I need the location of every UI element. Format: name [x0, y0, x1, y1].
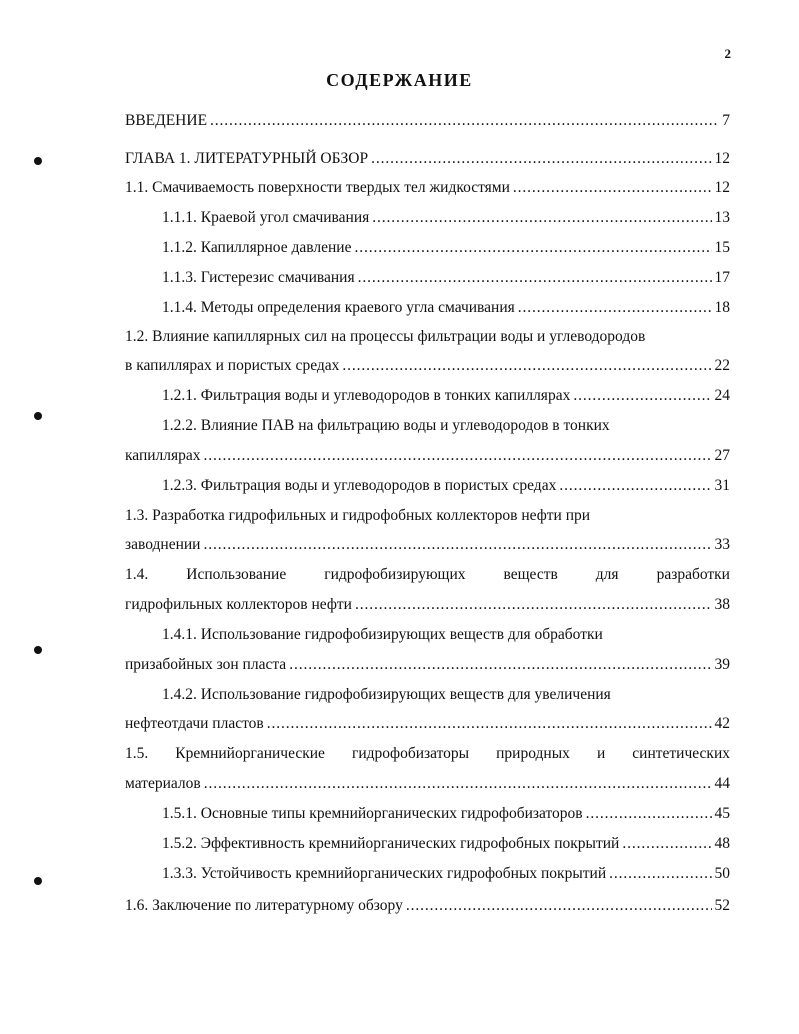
dot-leader [586, 803, 712, 825]
dot-leader [513, 177, 712, 199]
toc-entry-1-5-2[interactable]: 1.5.2. Эффективность кремнийорганических гидрофобных покрытий . . . 48 [162, 833, 730, 855]
toc-entry-1-1-2[interactable]: 1.1.2. Капиллярное давление . . . 15 [162, 237, 730, 259]
dot-leader [609, 863, 711, 885]
dot-leader [358, 267, 712, 289]
toc-entry-1-2[interactable]: в капиллярах и пористых средах . . . 22 [125, 355, 730, 377]
dot-leader [203, 534, 711, 556]
toc-entry-1-2-1[interactable]: 1.2.1. Фильтрация воды и углеводородов в тонких капиллярах . . . 24 [162, 385, 730, 407]
toc-entry-1-2-line1[interactable]: 1.2. Влияние капиллярных сил на процессы фильтрации воды и углеводородов [125, 328, 646, 345]
dot-leader [354, 237, 711, 259]
toc-entry-1-2-3[interactable]: 1.2.3. Фильтрация воды и углеводородов в пористых средах . . . 31 [162, 475, 730, 497]
dot-leader [372, 207, 711, 229]
dot-leader [573, 385, 711, 407]
toc-entry-1-4-1[interactable]: призабойных зон пласта . . . 39 [125, 654, 730, 676]
dot-leader [267, 713, 712, 735]
dot-leader [210, 110, 719, 132]
toc-entry-1-3[interactable]: заводнении . . . 33 [125, 534, 730, 556]
dot-leader [622, 833, 711, 855]
dot-leader [289, 654, 711, 676]
toc-entry-1-3-3[interactable]: 1.3.3. Устойчивость кремнийорганических гидрофобных покрытий . . . 50 [162, 863, 730, 885]
toc-entry-1-5-1[interactable]: 1.5.1. Основные типы кремнийорганических гидрофобизаторов . . . 45 [162, 803, 730, 825]
toc-entry-1-1-1[interactable]: 1.1.1. Краевой угол смачивания . . . 13 [162, 207, 730, 229]
toc-entry-1-4-2-line1[interactable]: 1.4.2. Использование гидрофобизирующих веществ для увеличения [162, 686, 611, 703]
page-title: СОДЕРЖАНИЕ [326, 70, 473, 90]
dot-leader [355, 594, 712, 616]
toc-entry-1-1[interactable]: 1.1. Смачиваемость поверхности твердых тел жидкостями . . . 12 [125, 177, 730, 199]
toc-entry-1-3-line1[interactable]: 1.3. Разработка гидрофильных и гидрофобных коллекторов нефти при [125, 507, 591, 524]
toc-entry-1-1-4[interactable]: 1.1.4. Методы определения краевого угла смачивания . . . 18 [162, 297, 730, 319]
toc-entry-1-2-2-line1[interactable]: 1.2.2. Влияние ПАВ на фильтрацию воды и углеводородов в тонких [162, 417, 610, 434]
toc-entry-1-1-3[interactable]: 1.1.3. Гистерезис смачивания . . . 17 [162, 267, 730, 289]
toc-entry-1-4-line1[interactable]: 1.4. Использование гидрофобизирующих веществ для разработки [125, 566, 730, 583]
toc-entry-1-5[interactable]: материалов . . . 44 [125, 773, 730, 795]
toc-entry-1-4[interactable]: гидрофильных коллекторов нефти . . . 38 [125, 594, 730, 616]
dot-leader [518, 297, 712, 319]
dot-leader [204, 773, 712, 795]
toc-entry-introduction[interactable]: ВВЕДЕНИЕ . . . 7 [125, 110, 730, 132]
toc-entry-1-4-2[interactable]: нефтеотдачи пластов . . . 42 [125, 713, 730, 735]
dot-leader [204, 445, 712, 467]
page-number: 2 [724, 46, 731, 61]
dot-leader [371, 148, 711, 170]
toc-entry-1-2-2[interactable]: капиллярах . . . 27 [125, 445, 730, 467]
toc-entry-chapter-1[interactable]: ГЛАВА 1. ЛИТЕРАТУРНЫЙ ОБЗОР . . . 12 [125, 148, 730, 170]
dot-leader [342, 355, 711, 377]
dot-leader [406, 895, 712, 917]
dot-leader [559, 475, 711, 497]
toc-entry-1-5-line1[interactable]: 1.5. Кремнийорганические гидрофобизаторы природных и синтетических [125, 745, 730, 762]
toc-entry-1-6[interactable]: 1.6. Заключение по литературному обзору . . . 52 [125, 895, 730, 917]
toc-entry-1-4-1-line1[interactable]: 1.4.1. Использование гидрофобизирующих веществ для обработки [162, 626, 603, 643]
